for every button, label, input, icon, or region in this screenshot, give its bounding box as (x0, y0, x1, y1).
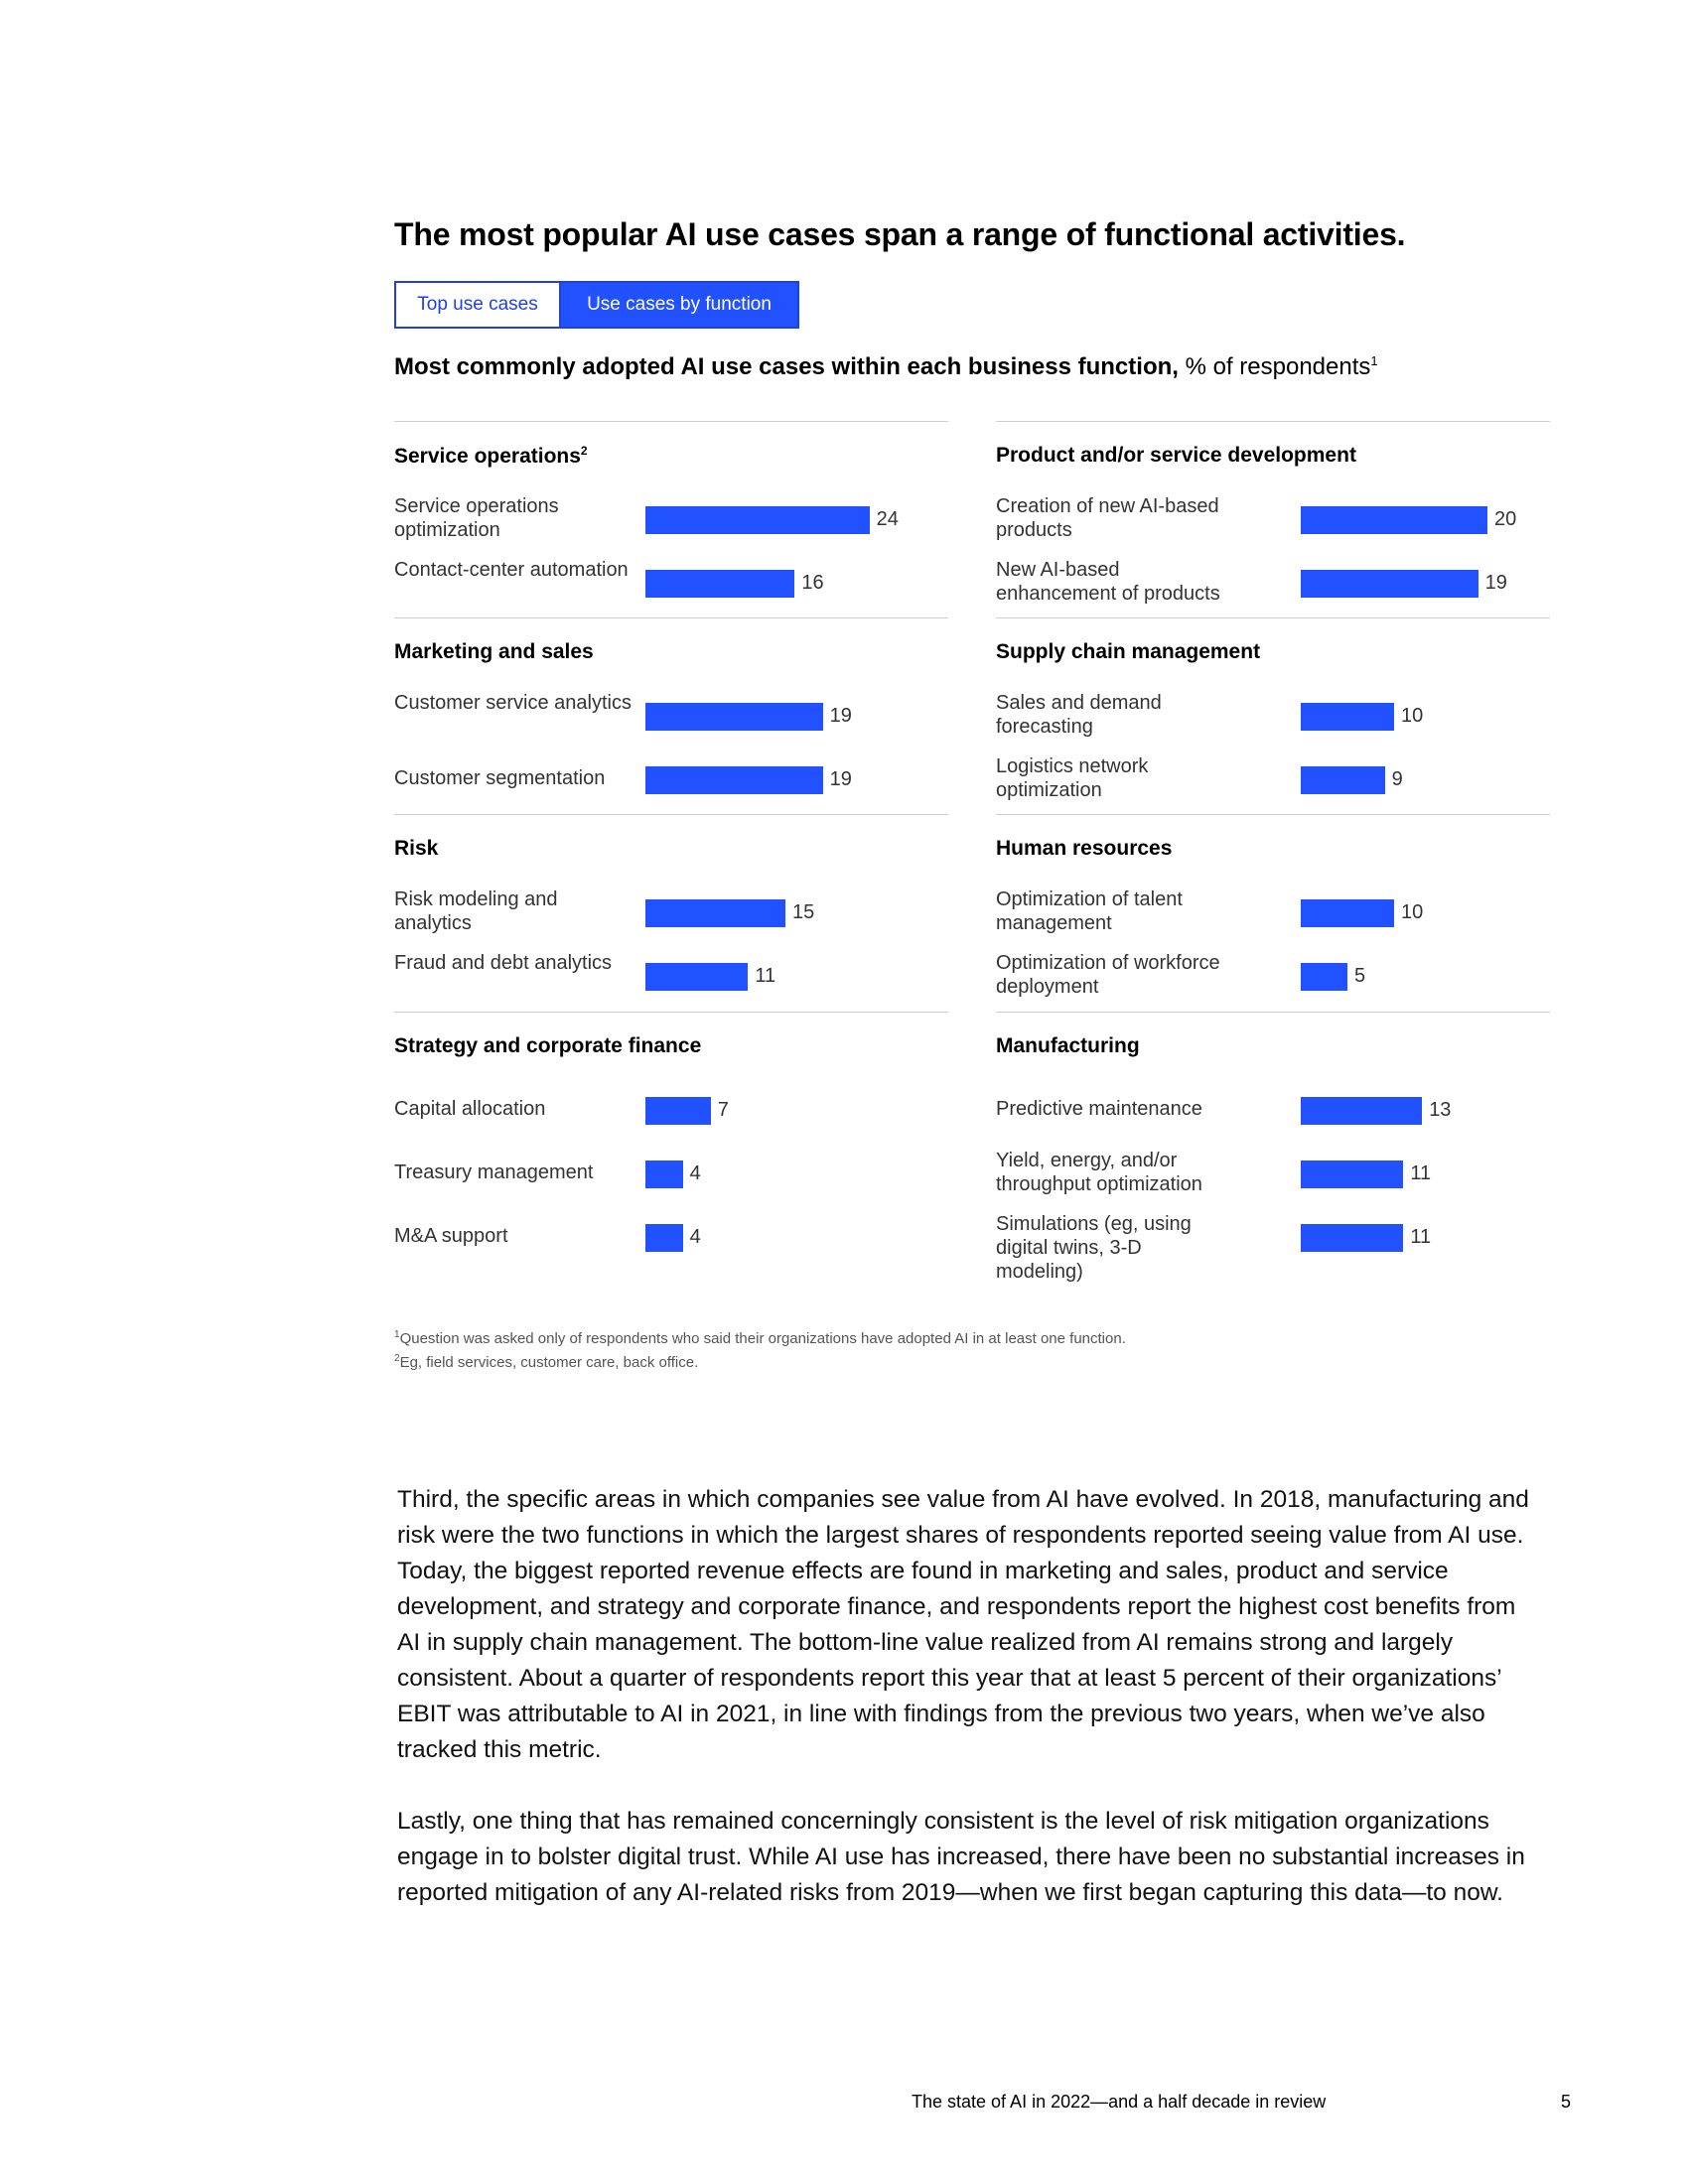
bar-value-label: 19 (829, 768, 852, 790)
footnotes (394, 1325, 1126, 1373)
group-title: Service operations$^2$ (394, 444, 588, 468)
bar-row (996, 887, 1550, 937)
bar-label: Risk modeling and analytics (394, 888, 558, 934)
bar (1301, 570, 1478, 598)
group-supply-chain-management (996, 617, 1550, 815)
bar-label: Sales and demand forecasting (996, 692, 1162, 738)
bar-row (996, 494, 1550, 544)
group-title: Supply chain management (996, 640, 1261, 663)
bar-value-label: 11 (1410, 1226, 1432, 1248)
footer-title: The state of AI in 2022—and a half decade in review (912, 2092, 1327, 2112)
bar (645, 1097, 711, 1125)
bar-value-label: 10 (1401, 901, 1424, 923)
group-title-footnote-marker: 2 (580, 444, 588, 458)
bar-row (394, 887, 948, 937)
bar-value-label: 9 (1391, 768, 1403, 790)
group-title: Risk (394, 837, 439, 860)
bar-value-label: 13 (1429, 1099, 1452, 1121)
bar-row (394, 691, 948, 741)
bar-value-label: 5 (1354, 965, 1366, 987)
bar-row (394, 494, 948, 544)
bar (1301, 963, 1347, 991)
bar-row (394, 1085, 948, 1135)
bar-value-label: 15 (792, 901, 815, 923)
group-risk (394, 814, 948, 1012)
bar-label: M&A support (394, 1225, 508, 1247)
bar-row (996, 1212, 1550, 1283)
group-title: Manufacturing (996, 1034, 1140, 1057)
body-paragraph-1: Third, the specific areas in which companies see value from AI have evolved. In 2018, manufacturing and risk were the two functions in which the largest shares of respondents reported seeing value from AI use. Today, the biggest reported revenue effects are found in marketing and sales, product and service development, and strategy and corporate finance, and respondents report the highest cost benefits from AI in supply chain management. The bottom-line value realized from AI remains strong and largely consistent. About a quarter of respondents report this year that at least 5 percent of their organizations’ EBIT was attributable to AI in 2021, in line with findings from the previous two years, when we’ve also tracked this metric. (397, 1486, 1529, 1763)
bar-row (394, 558, 948, 608)
bar-label: New AI-based enhancement of products (996, 559, 1220, 605)
bar-label: Customer service analytics (394, 692, 632, 714)
bar-value-label: 11 (755, 965, 776, 987)
chart-subtitle-footnote-marker: 1 (1370, 353, 1378, 368)
bar-row (996, 754, 1550, 804)
bar-value-label: 19 (1484, 572, 1507, 594)
bar-label: Predictive maintenance (996, 1098, 1202, 1120)
group-title: Human resources (996, 837, 1173, 860)
bar-value-label: 11 (1410, 1162, 1432, 1184)
footnote-1: $^1$Question was asked only of respondents who said their organizations have adopted AI in at least one function. (394, 1329, 1126, 1347)
bar-row (996, 558, 1550, 608)
bar-value-label: 19 (829, 705, 852, 727)
chart-tabs (394, 281, 799, 329)
chart-subtitle-bold: Most commonly adopted AI use cases within each business function, (394, 353, 1179, 380)
tab-top-use-cases[interactable]: Top use cases (394, 281, 561, 329)
page-number: 5 (1561, 2092, 1572, 2112)
bar-row (996, 1085, 1550, 1135)
page-title: The most popular AI use cases span a range of functional activities. (394, 216, 1406, 252)
group-human-resources (996, 814, 1550, 1012)
group-strategy-and-corporate-finance (394, 1012, 948, 1249)
bar (1301, 703, 1394, 731)
bar-value-label: 16 (801, 572, 824, 594)
body-paragraph-2: Lastly, one thing that has remained concerningly consistent is the level of risk mitigation organizations engage in to bolster digital trust. While AI use has increased, there have been no substantial increases in reported mitigation of any AI-related risks from 2019—when we first began capturing this data—to now. (397, 1808, 1525, 1906)
bar-row (394, 754, 948, 804)
bar-label: Customer segmentation (394, 767, 606, 789)
group-title: Strategy and corporate finance (394, 1034, 702, 1057)
bar (645, 899, 785, 927)
bar (1301, 1224, 1403, 1252)
bar (1301, 506, 1487, 534)
tab-use-cases-by-function[interactable]: Use cases by function (561, 281, 799, 329)
bar-row (394, 1149, 948, 1198)
chart-subtitle-unit: % of respondents (1178, 353, 1371, 380)
bar (645, 506, 870, 534)
bar-value-label: 20 (1494, 508, 1517, 530)
bar (645, 570, 794, 598)
bar-value-label: 4 (689, 1162, 701, 1184)
bar (645, 703, 823, 731)
bar-value-label: 4 (689, 1226, 701, 1248)
bar (1301, 1160, 1403, 1188)
bar-label: Optimization of workforce deployment (996, 952, 1220, 998)
bar-label: Simulations (eg, using digital twins, 3-D modeling) (996, 1213, 1192, 1283)
bar-label: Creation of new AI-based products (996, 495, 1219, 541)
bar (645, 1224, 683, 1252)
group-service-operations (394, 421, 948, 618)
bar (645, 963, 748, 991)
group-manufacturing (996, 1012, 1550, 1283)
bar-row (394, 951, 948, 1001)
bar-label: Logistics network optimization (996, 755, 1149, 801)
bar (645, 1160, 683, 1188)
bar-label: Treasury management (394, 1161, 594, 1183)
bar (1301, 766, 1385, 794)
footnote-2: $^2$Eg, field services, customer care, back office. (394, 1353, 699, 1371)
bar-label: Capital allocation (394, 1098, 546, 1120)
bar-row (996, 951, 1550, 1001)
bar-label: Optimization of talent management (996, 888, 1183, 934)
bar-row (996, 691, 1550, 741)
bar (1301, 1097, 1422, 1125)
group-marketing-and-sales (394, 617, 948, 815)
bar-row (394, 1212, 948, 1262)
bar-value-label: 7 (717, 1099, 729, 1121)
group-title: Product and/or service development (996, 444, 1356, 467)
bar-label: Yield, energy, and/or throughput optimization (996, 1150, 1202, 1195)
group-title: Marketing and sales (394, 640, 594, 663)
bar-label: Contact-center automation (394, 559, 629, 581)
bar (645, 766, 823, 794)
bar-label: Service operations optimization (394, 495, 559, 541)
bar-row (996, 1149, 1550, 1198)
bar-value-label: 10 (1401, 705, 1424, 727)
group-product-and-or-service-development (996, 421, 1550, 618)
bar-label: Fraud and debt analytics (394, 952, 613, 974)
bar-value-label: 24 (876, 508, 899, 530)
bar (1301, 899, 1394, 927)
chart-subtitle (394, 353, 1378, 381)
